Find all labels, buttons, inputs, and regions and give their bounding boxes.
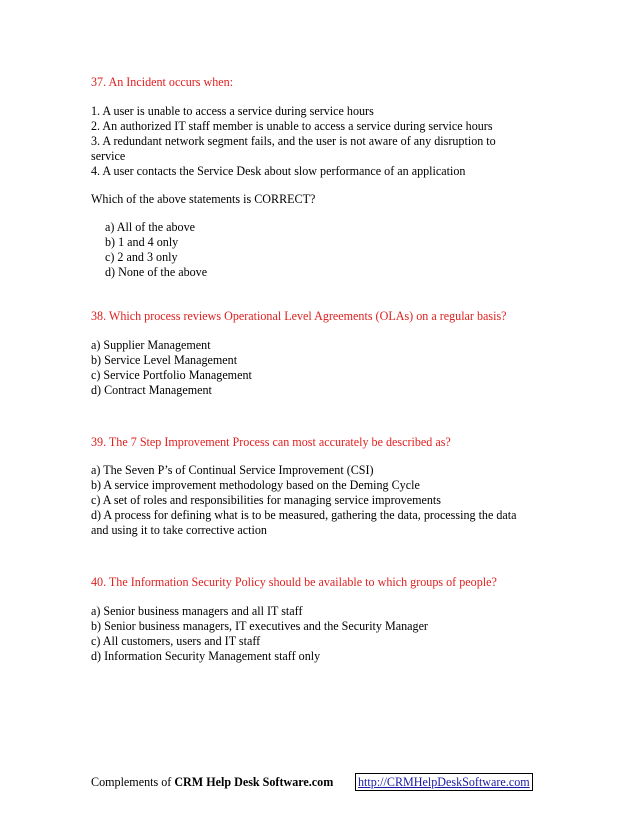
question-39-option-d: d) A process for defining what is to be measured, gathering the data, processing the data — [91, 508, 517, 522]
question-40-option-b: b) Senior business managers, IT executives and the Security Manager — [91, 619, 428, 633]
page-footer — [91, 775, 530, 790]
question-37-statement-4: 4. A user contacts the Service Desk about slow performance of an application — [91, 164, 466, 178]
question-37-statement-1: 1. A user is unable to access a service during service hours — [91, 104, 374, 118]
question-40-option-c: c) All customers, users and IT staff — [91, 634, 261, 648]
question-37-statement-2: 2. An authorized IT staff member is unable to access a service during service hours — [91, 119, 493, 133]
question-38-option-b: b) Service Level Management — [91, 353, 238, 367]
question-37-statement-3: 3. A redundant network segment fails, and the user is not aware of any disruption to — [91, 134, 496, 148]
question-39-option-c: c) A set of roles and responsibilities for managing service improvements — [91, 493, 441, 507]
question-37-option-a: a) All of the above — [105, 220, 196, 234]
question-37-option-d: d) None of the above — [105, 265, 208, 279]
question-37-prompt: Which of the above statements is CORRECT? — [91, 192, 316, 206]
question-39-option-b: b) A service improvement methodology based on the Deming Cycle — [91, 478, 420, 492]
question-38-option-d: d) Contract Management — [91, 383, 212, 397]
question-37-statement-3-cont: service — [91, 149, 126, 163]
question-37-option-c: c) 2 and 3 only — [105, 250, 178, 264]
question-39-title: 39. The 7 Step Improvement Process can most accurately be described as? — [91, 435, 451, 449]
question-37-option-b: b) 1 and 4 only — [105, 235, 179, 249]
question-40-title: 40. The Information Security Policy should be available to which groups of people? — [91, 575, 497, 589]
question-38-option-c: c) Service Portfolio Management — [91, 368, 252, 382]
question-38-title: 38. Which process reviews Operational Level Agreements (OLAs) on a regular basis? — [91, 309, 507, 323]
question-39-option-d-cont: and using it to take corrective action — [91, 523, 267, 537]
question-40-option-d: d) Information Security Management staff only — [91, 649, 321, 663]
question-40-option-a: a) Senior business managers and all IT staff — [91, 604, 303, 618]
footer-website-link[interactable]: http://CRMHelpDeskSoftware.com — [355, 773, 533, 791]
footer-prefix: Complements of — [91, 775, 175, 789]
question-38-option-a: a) Supplier Management — [91, 338, 211, 352]
footer-brand: CRM Help Desk Software.com — [174, 775, 334, 789]
question-37-title: 37. An Incident occurs when: — [91, 75, 234, 89]
question-39-option-a: a) The Seven P’s of Continual Service Improvement (CSI) — [91, 463, 374, 477]
